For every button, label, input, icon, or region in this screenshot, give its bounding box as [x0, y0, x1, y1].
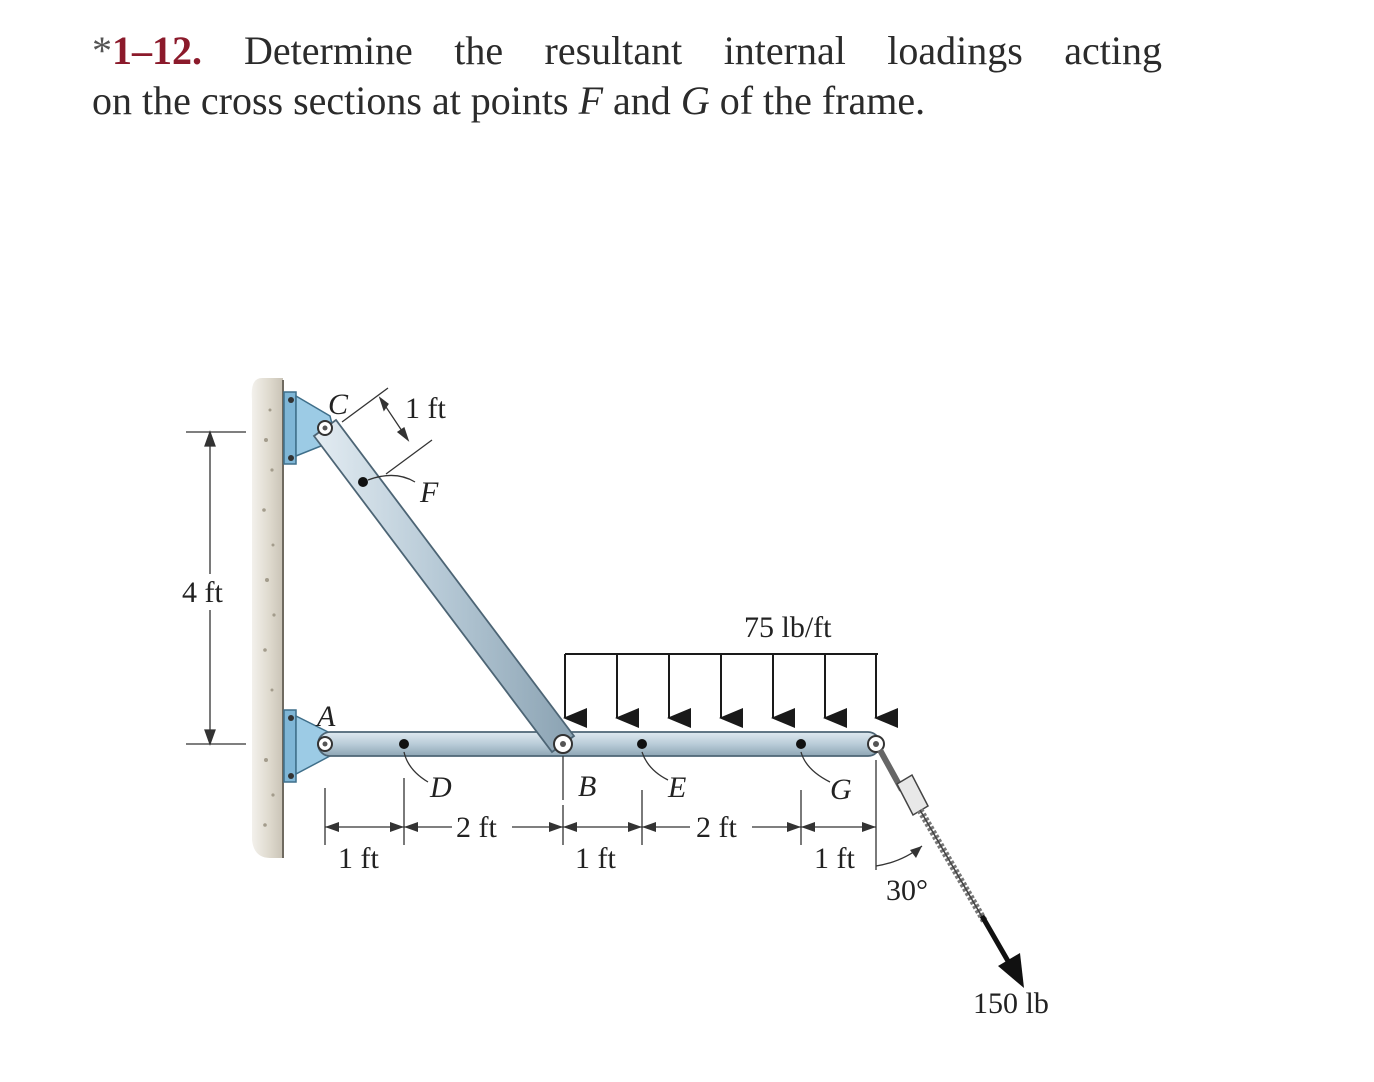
- section-points: [358, 477, 806, 749]
- force-arrow: [982, 916, 1024, 988]
- point-d: [399, 739, 409, 749]
- dim-label-db: 2 ft: [456, 811, 497, 844]
- problem-word: resultant: [544, 28, 683, 73]
- label-e: E: [668, 771, 687, 804]
- point-f: [358, 477, 368, 487]
- dim-label-be: 1 ft: [575, 842, 616, 875]
- label-g: G: [830, 773, 852, 806]
- angle-label: 30°: [886, 874, 928, 907]
- problem-word: acting: [1064, 28, 1162, 73]
- diagonal-member: [314, 420, 574, 752]
- label-f: F: [420, 476, 439, 509]
- dim-label-cf: 1 ft: [405, 392, 446, 425]
- dim-label-height: 4 ft: [182, 576, 223, 609]
- dim-label-g-end: 1 ft: [814, 842, 855, 875]
- problem-word: internal: [723, 28, 846, 73]
- wall: [252, 378, 283, 858]
- point-e: [637, 739, 647, 749]
- point-g: [796, 739, 806, 749]
- label-b: B: [578, 770, 597, 803]
- problem-word: Determine: [244, 28, 413, 73]
- problem-text-2b: and: [603, 78, 681, 123]
- problem-star: *: [92, 28, 112, 73]
- dim-label-eg: 2 ft: [696, 811, 737, 844]
- force-label: 150 lb: [973, 987, 1049, 1020]
- pins: [318, 421, 884, 753]
- dim-label-ad: 1 ft: [338, 842, 379, 875]
- point-g-ref: G: [680, 78, 710, 123]
- load-label: 75 lb/ft: [744, 611, 832, 644]
- angle-arc: [876, 846, 922, 866]
- label-d: D: [430, 771, 452, 804]
- problem-word: loadings: [887, 28, 1023, 73]
- label-a: A: [317, 700, 336, 733]
- label-c: C: [328, 388, 349, 421]
- problem-text-2c: of the frame.: [709, 78, 926, 123]
- problem-number-text: 1–12.: [112, 28, 202, 73]
- distributed-load: [565, 654, 878, 718]
- point-f-ref: F: [578, 78, 604, 123]
- problem-text-2a: on the cross sections at points: [92, 78, 579, 123]
- problem-word: the: [454, 28, 504, 73]
